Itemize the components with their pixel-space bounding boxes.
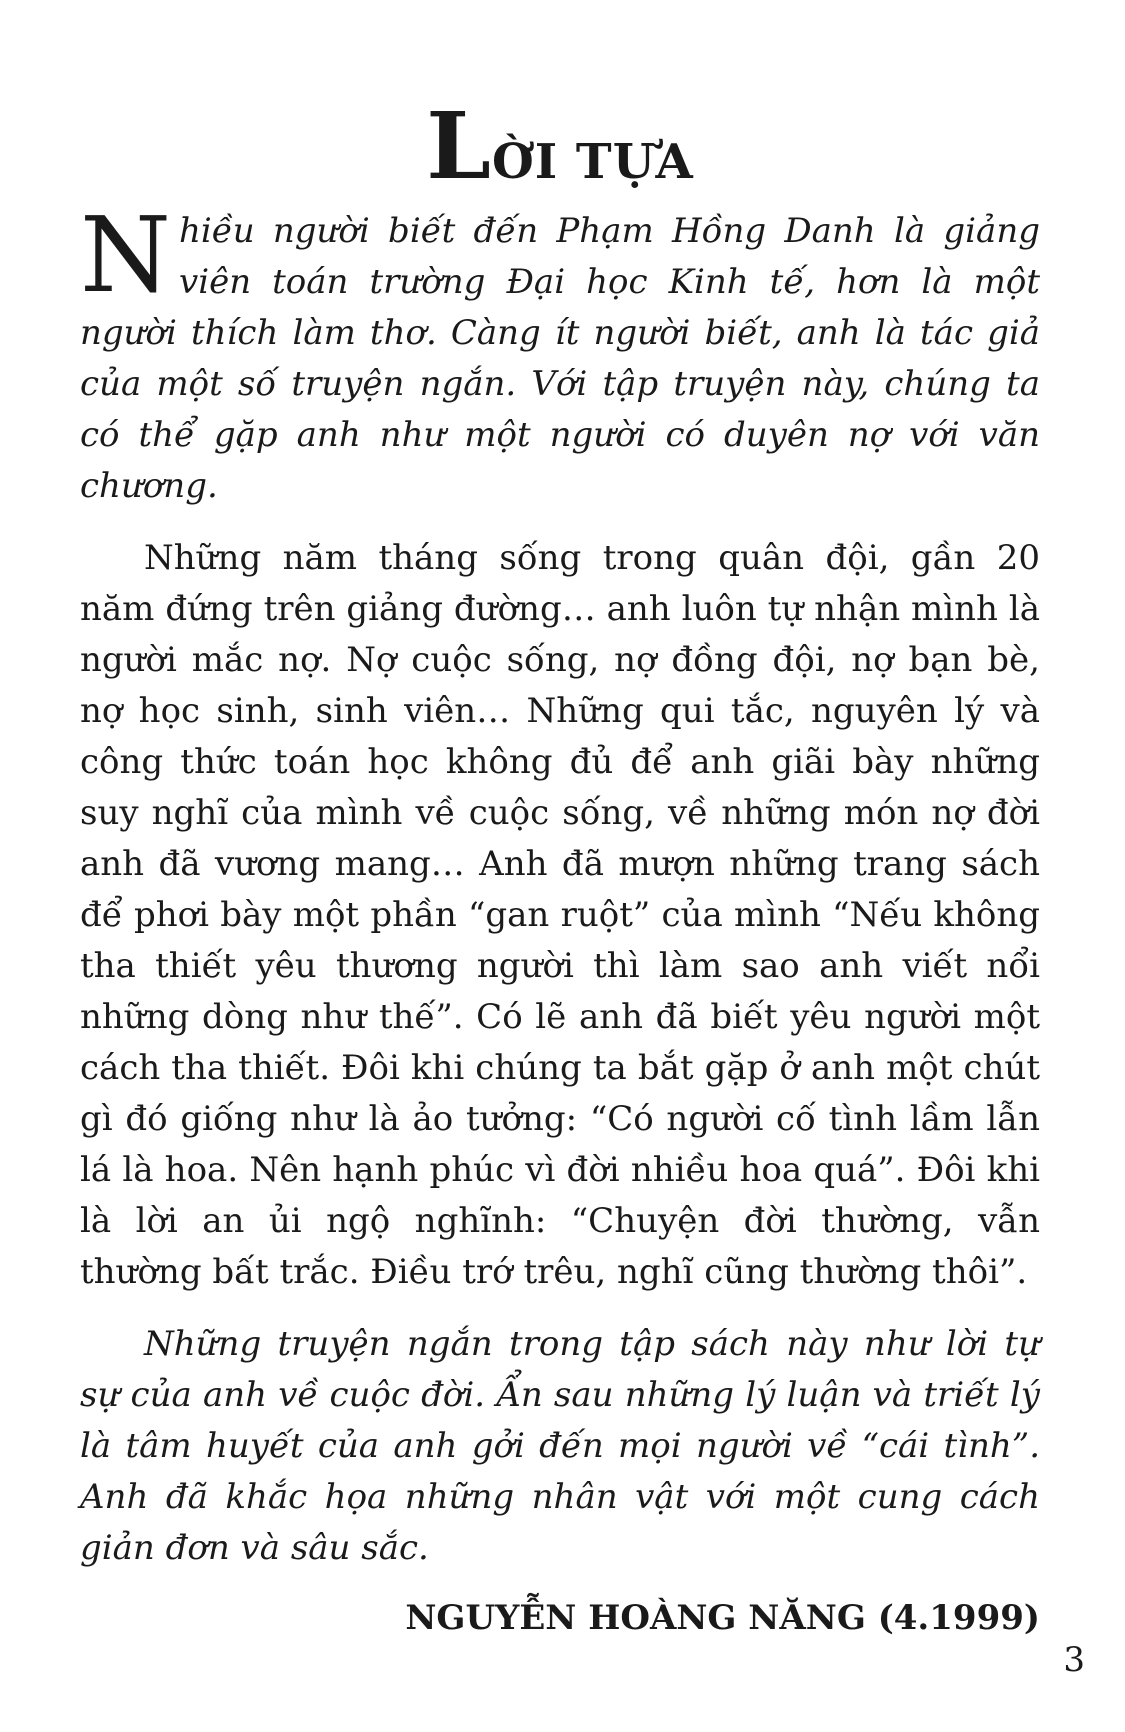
paragraph-closing bbox=[80, 1319, 1040, 1574]
page-title bbox=[80, 92, 1040, 200]
author-signature: NGUYỄN HOÀNG NĂNG (4.1999) bbox=[405, 1598, 1040, 1638]
paragraph-body bbox=[80, 533, 1040, 1298]
paragraph-intro-text: hiều người biết đến Phạm Hồng Danh là giảng viên toán trường Đại học Kinh tế, hơn là một người thích làm thơ. Càng ít người biết, anh là tác giả của một số truyện ngắn. Với tập truyện này, chúng ta có thể gặp anh như một người có duyên nợ với văn chương. bbox=[80, 211, 1040, 506]
paragraph-closing-text: Những truyện ngắn trong tập sách này như lời tự sự của anh về cuộc đời. Ẩn sau những lý luận và triết lý là tâm huyết của anh gởi đến mọi người về “cái tình”. Anh đã khắc họa những nhân vật với một cung cách giản đơn và sâu sắc. bbox=[80, 1324, 1040, 1568]
drop-cap: N bbox=[80, 194, 171, 316]
paragraph-intro bbox=[80, 194, 1040, 512]
page-number: 3 bbox=[1063, 1640, 1085, 1680]
title-rest: ỜI TỰA bbox=[491, 134, 694, 190]
page-content bbox=[80, 92, 1040, 1638]
paragraph-body-text: Những năm tháng sống trong quân đội, gần 20 năm đứng trên giảng đường… anh luôn tự nhận mình là người mắc nợ. Nợ cuộc sống, nợ đồng đội, nợ bạn bè, nợ học sinh, sinh viên… Những qui tắc, nguyên lý và công thức toán học không đủ để anh giãi bày những suy nghĩ của mình về cuộc sống, về những món nợ đời anh đã vương mang… Anh đã mượn những trang sách để phơi bày một phần “gan ruột” của mình “Nếu không tha thiết yêu thương người thì làm sao anh viết nổi những dòng như thế”. Có lẽ anh đã biết yêu người một cách tha thiết. Đôi khi chúng ta bắt gặp ở anh một chút gì đó giống như là ảo tưởng: “Có người cố tình lầm lẫn lá là hoa. Nên hạnh phúc vì đời nhiều hoa quá”. Đôi khi là lời an ủi ngộ nghĩnh: “Chuyện đời thường, vẫn thường bất trắc. Điều trớ trêu, nghĩ cũng thường thôi”. bbox=[80, 538, 1040, 1292]
title-initial: L bbox=[426, 92, 492, 200]
